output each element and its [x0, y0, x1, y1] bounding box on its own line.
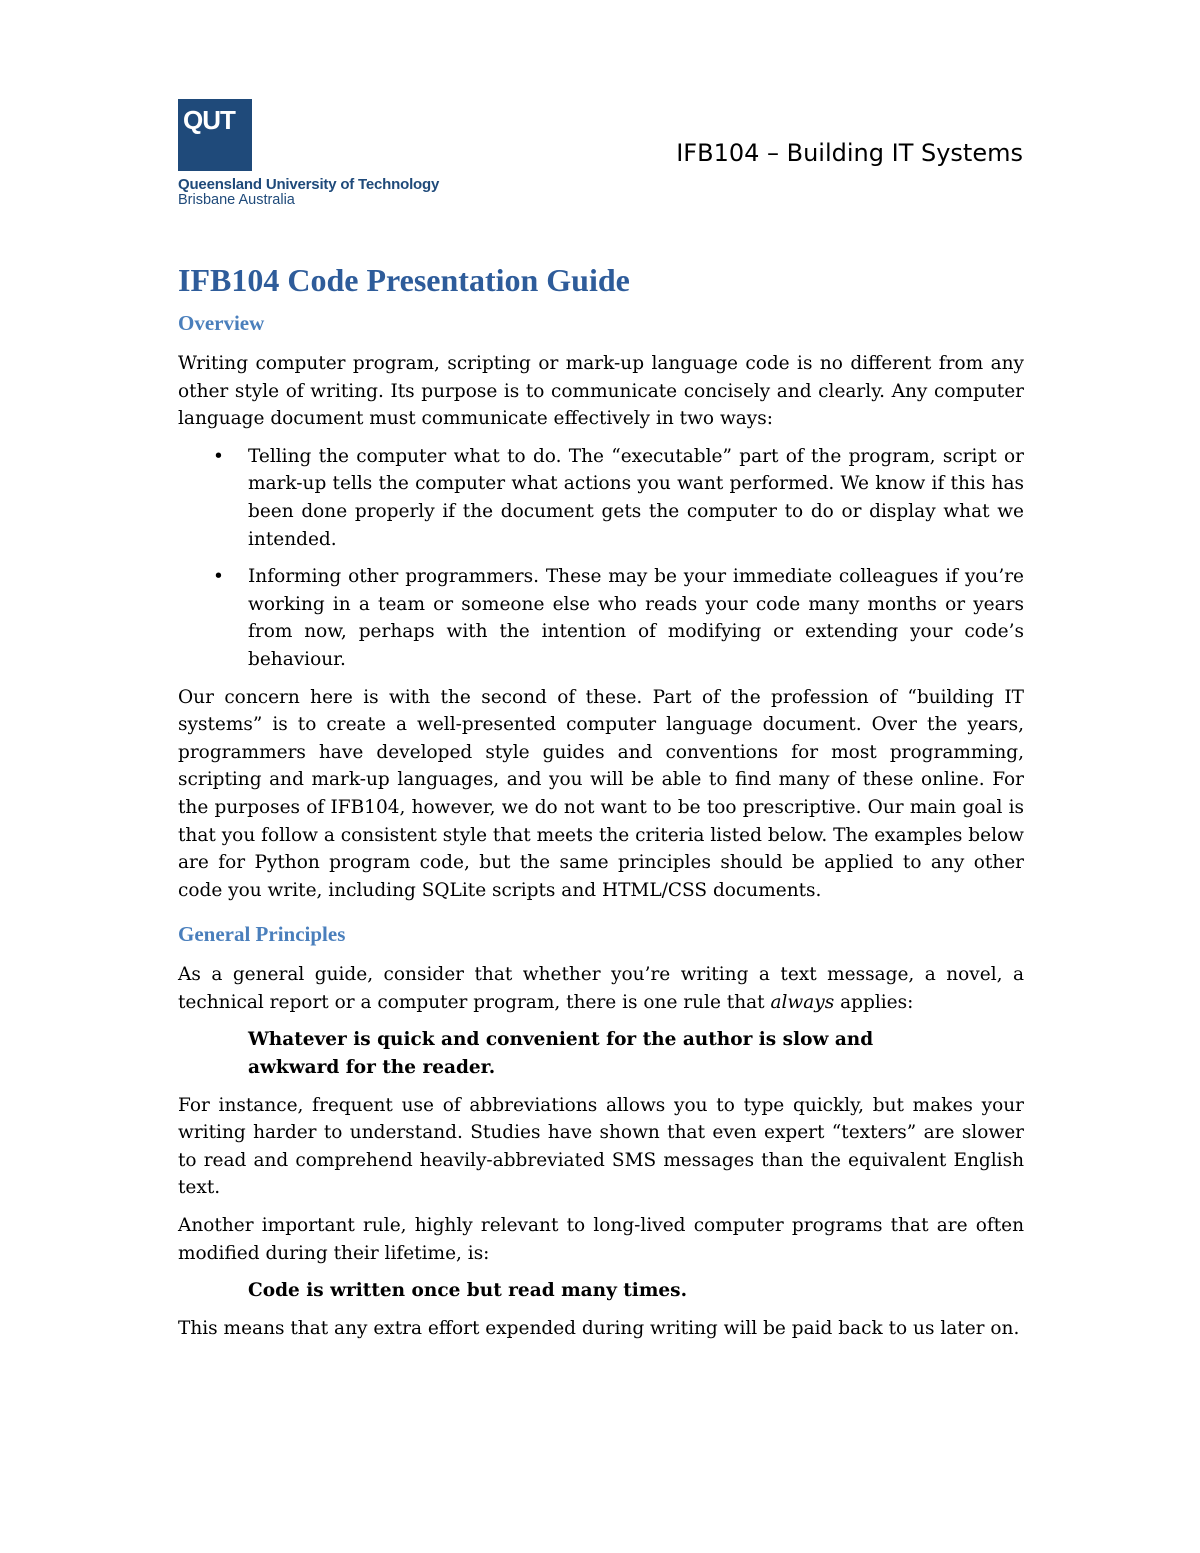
qut-logo [178, 99, 498, 208]
list-item [213, 443, 1024, 553]
course-title: IFB104 – Building IT Systems [676, 139, 1023, 167]
general-principles-para2: Another important rule, highly relevant to long-lived computer programs that are often modified during their lifetime, is: [178, 1215, 1024, 1264]
university-location: Brisbane Australia [178, 192, 295, 208]
general-principles-para3: This means that any extra effort expended during writing will be paid back to us later on. [178, 1317, 1020, 1339]
list-item-text: Telling the computer what to do. The “executable” part of the program, script or mark-up tells the computer what actions you want performed. We know if this has been done properly if the document gets the computer to do or display what we intended. [248, 445, 1024, 550]
university-name: Queensland University of Technology [178, 176, 440, 193]
intro-text-after: applies: [834, 991, 914, 1013]
document-body [178, 262, 1024, 1352]
qut-logo-mark [178, 99, 252, 171]
general-principles-para1: For instance, frequent use of abbreviations allows you to type quickly, but makes your writing harder to understand. Studies have shown that even expert “texters” are slower to read and comprehend heavily-abbreviated SMS messages than the equivalent English text. [178, 1094, 1024, 1199]
general-principles-heading: General Principles [178, 922, 346, 947]
document-title: IFB104 Code Presentation Guide [178, 262, 630, 298]
bullet-icon: • [213, 445, 224, 467]
list-item [213, 563, 1024, 673]
overview-heading: Overview [178, 311, 265, 335]
overview-bullet-list [178, 443, 1024, 674]
intro-text-before: As a general guide, consider that whether you’re writing a text message, a novel, a technical report or a computer program, there is one rule that [178, 964, 1024, 1013]
general-principles-intro [178, 961, 1024, 1016]
overview-concern: Our concern here is with the second of these. Part of the profession of “building IT systems” is to create a well-presented computer language document. Over the years, programmers have developed style guides and conventions for most programming, scripting and mark-up languages, and you will be able to find many of these online. For the purposes of IFB104, however, we do not want to be too prescriptive. Our main goal is that you follow a consistent style that meets the criteria listed below. The examples below are for Python program code, but the same principles should be applied to any other code you write, including SQLite scripts and HTML/CSS documents. [178, 686, 1024, 901]
intro-emphasis: always [770, 991, 835, 1013]
bullet-icon: • [213, 566, 224, 588]
list-item-text: Informing other programmers. These may be your immediate colleagues if you’re working in a team or someone else who reads your code many months or years from now, perhaps with the intention of modifying or extending your code’s behaviour. [248, 566, 1024, 670]
qut-logo-letters: QUT [183, 105, 235, 135]
rule-quote-1: Whatever is quick and convenient for the author is slow and awkward for the reader. [248, 1029, 874, 1079]
rule-quote-2: Code is written once but read many times. [248, 1280, 688, 1302]
overview-intro: Writing computer program, scripting or mark-up language code is no different from any other style of writing. Its purpose is to communicate concisely and clearly. Any computer language document must communicate effectively in two ways: [178, 353, 1024, 430]
